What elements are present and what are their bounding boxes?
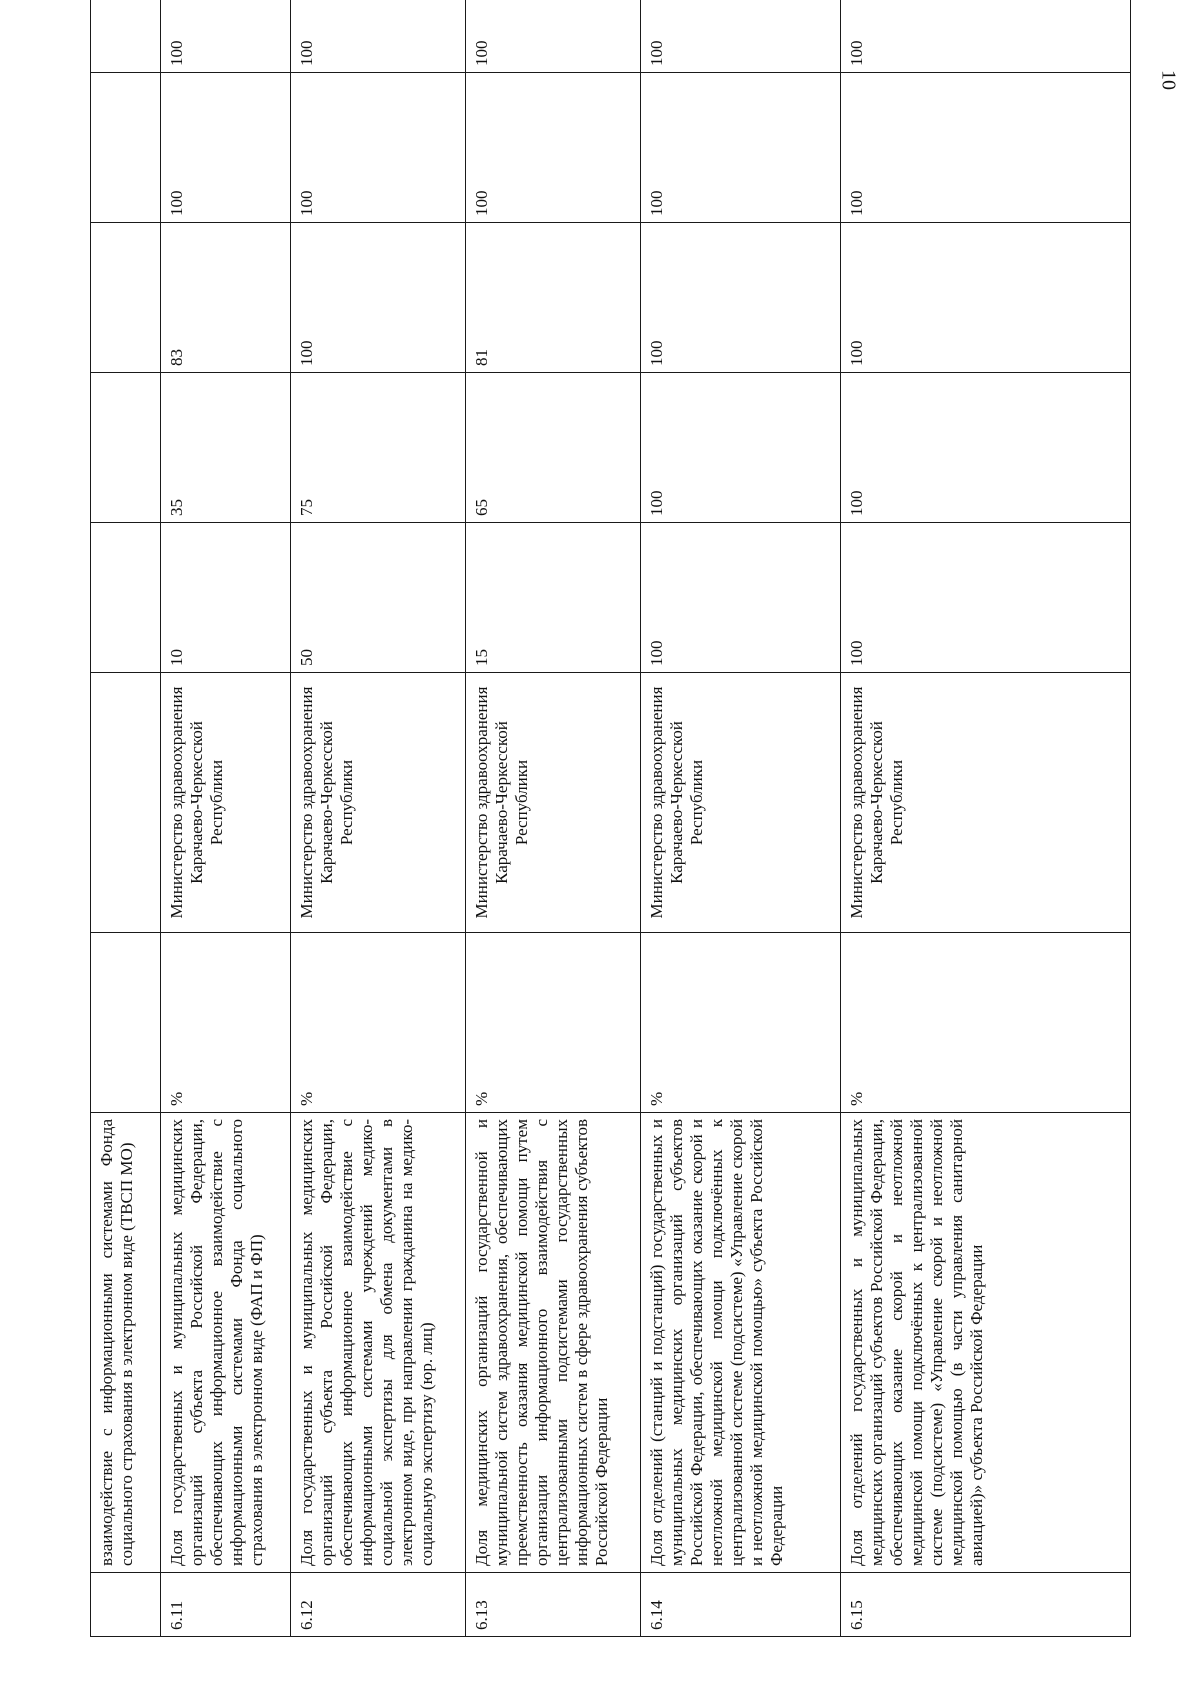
cell-responsible: Министерство здравоохранения Карачаево-Черкесской Республики [466, 673, 641, 933]
cell-responsible: Министерство здравоохранения Карачаево-Черкесской Республики [291, 673, 466, 933]
cell-responsible: Министерство здравоохранения Карачаево-Черкесской Республики [841, 673, 1131, 933]
cell-num: 6.13 [466, 1573, 641, 1637]
cell-unit: % [291, 933, 466, 1113]
cell-responsible: Министерство здравоохранения Карачаево-Черкесской Республики [641, 673, 841, 933]
cell-value: 100 [466, 0, 641, 73]
cell-unit: % [161, 933, 291, 1113]
cell-value: 100 [291, 223, 466, 373]
table-row-continuation [91, 0, 161, 1637]
table-row [841, 0, 1131, 1637]
cell-responsible [91, 673, 161, 933]
cell-value: 10 [161, 523, 291, 673]
cell-value: 100 [291, 0, 466, 73]
cell-indicator-name: Доля государственных и муниципальных медицинских организаций субъекта Российской Федерации, обеспечивающих информационное взаимодействие с информационными системами Фонда социального страхования в электронном виде (ФАП и ФП) [161, 1113, 291, 1573]
cell-value [91, 0, 161, 73]
cell-value: 81 [466, 223, 641, 373]
cell-value [91, 373, 161, 523]
cell-value: 100 [841, 73, 1131, 223]
cell-value: 75 [291, 373, 466, 523]
cell-num: 6.11 [161, 1573, 291, 1637]
cell-value: 100 [841, 223, 1131, 373]
cell-value: 100 [841, 523, 1131, 673]
cell-indicator-name: Доля отделений государственных и муниципальных медицинских организаций субъектов Российской Федерации, обеспечивающих оказание скорой и неотложной медицинской помощи подключённых к централизованной системе (подсистеме) «Управление скорой и неотложной медицинской помощью (в части управления санитарной авиацией)» субъекта Российской Федерации [841, 1113, 1131, 1573]
cell-indicator-name: Доля медицинских организаций государственной и муниципальной систем здравоохранения, обеспечивающих преемственность оказания медицинской помощи путем организации информационного взаимодействия с централизованными подсистемами государственных информационных систем в сфере здравоохранения субъектов Российской Федерации [466, 1113, 641, 1573]
cell-indicator-name: взаимодействие с информационными системами Фонда социального страхования в электронном виде (ТВСП МО) [91, 1113, 161, 1573]
cell-value [91, 73, 161, 223]
cell-unit [91, 933, 161, 1113]
cell-num: 6.15 [841, 1573, 1131, 1637]
cell-unit: % [466, 933, 641, 1113]
cell-num [91, 1573, 161, 1637]
cell-value: 100 [291, 73, 466, 223]
cell-value: 100 [641, 73, 841, 223]
cell-value [91, 523, 161, 673]
cell-responsible: Министерство здравоохранения Карачаево-Черкесской Республики [161, 673, 291, 933]
cell-value: 100 [641, 0, 841, 73]
cell-value: 100 [161, 73, 291, 223]
cell-unit: % [841, 933, 1131, 1113]
cell-value: 100 [841, 0, 1131, 73]
cell-value: 83 [161, 223, 291, 373]
cell-unit: % [641, 933, 841, 1113]
page-number: 10 [1157, 70, 1180, 90]
cell-value: 15 [466, 523, 641, 673]
cell-indicator-name: Доля государственных и муниципальных медицинских организаций субъекта Российской Федерации, обеспечивающих информационное взаимодействие с информационными системами учреждений медико-социальной экспертизы для обмена документами в электронном виде, при направлении гражданина на медико-социальную экспертизу (юр. лиц) [291, 1113, 466, 1573]
cell-indicator-name: Доля отделений (станций и подстанций) государственных и муниципальных медицинских организаций субъектов Российской Федерации, обеспечивающих оказание скорой и неотложной медицинской помощи подключённых к централизованной системе (подсистеме) «Управление скорой и неотложной медицинской помощью» субъекта Российской Федерации [641, 1113, 841, 1573]
rotated-page [90, 40, 1130, 1637]
indicators-table [90, 0, 1131, 1637]
table-row [161, 0, 291, 1637]
cell-value: 100 [161, 0, 291, 73]
cell-value: 100 [641, 523, 841, 673]
table-row [466, 0, 641, 1637]
cell-value: 100 [641, 223, 841, 373]
cell-value: 35 [161, 373, 291, 523]
cell-value: 65 [466, 373, 641, 523]
cell-value: 100 [466, 73, 641, 223]
cell-num: 6.12 [291, 1573, 466, 1637]
table-row [641, 0, 841, 1637]
cell-value: 100 [841, 373, 1131, 523]
cell-value: 100 [641, 373, 841, 523]
table-row [291, 0, 466, 1637]
cell-num: 6.14 [641, 1573, 841, 1637]
cell-value [91, 223, 161, 373]
cell-value: 50 [291, 523, 466, 673]
